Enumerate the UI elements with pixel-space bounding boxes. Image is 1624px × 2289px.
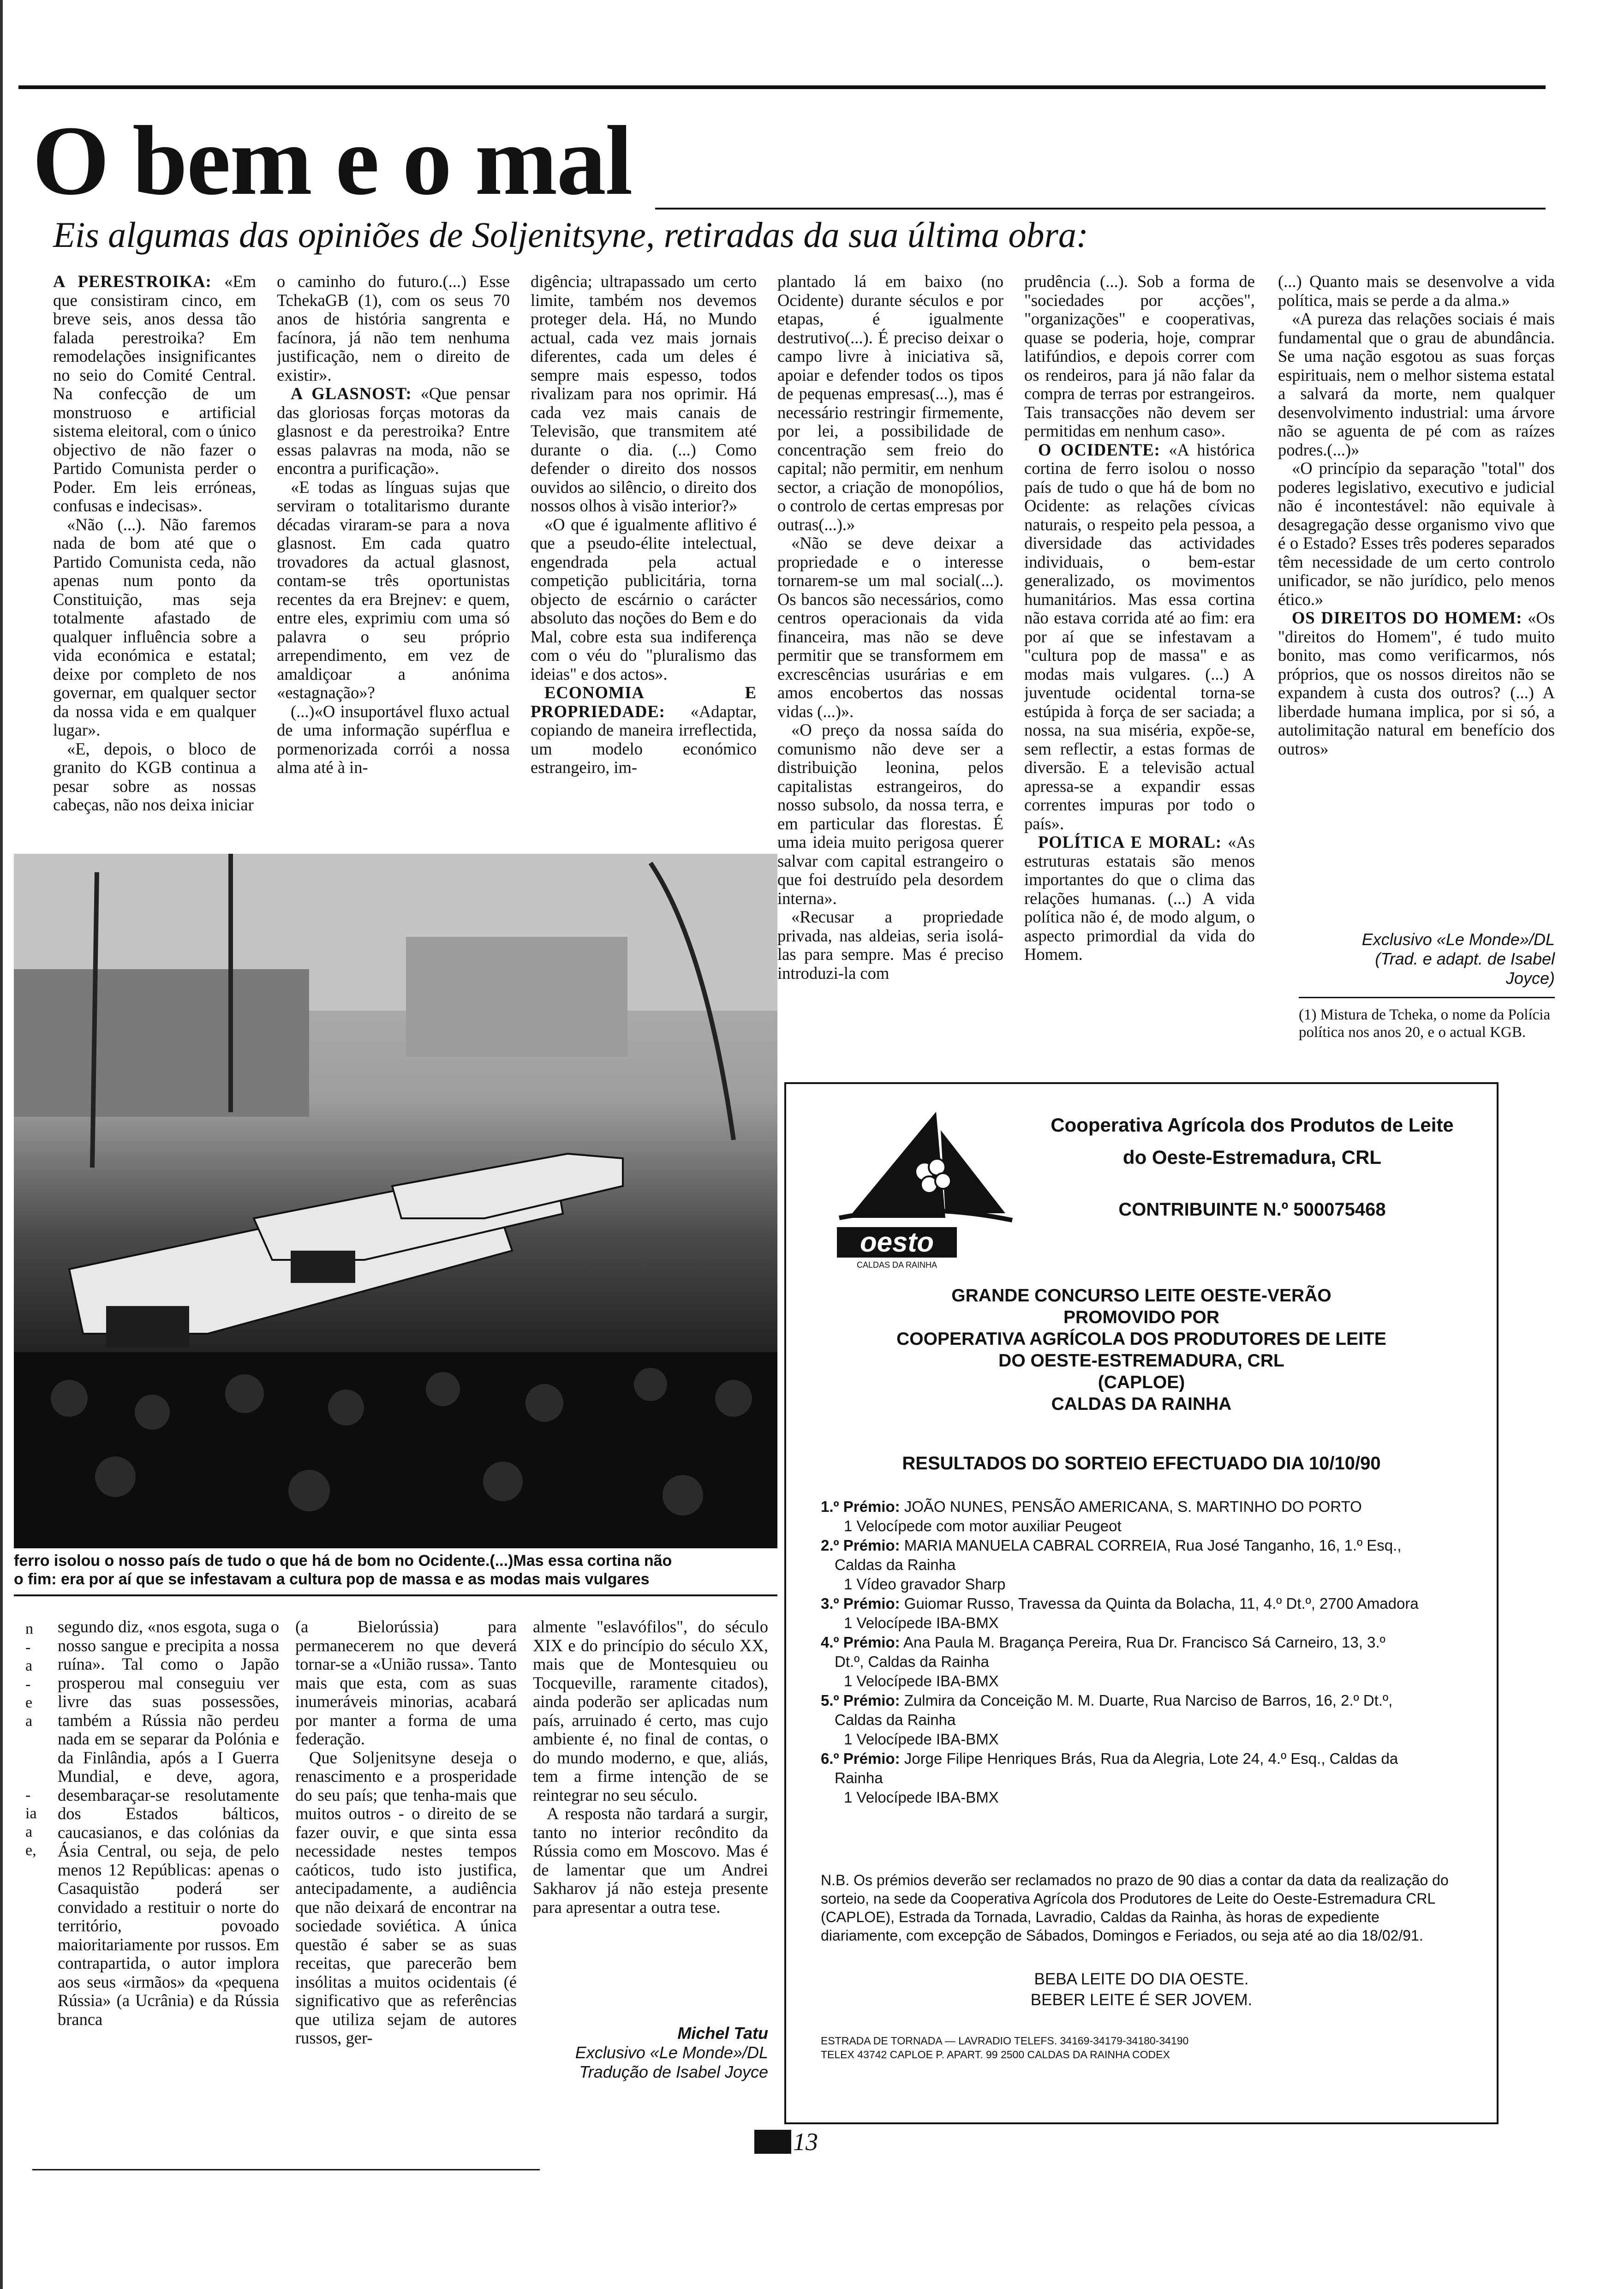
- paragraph: «O preço da nossa saída do comunismo não deve ser a distribuição leonina, pelos capitalistas estrangeiros, do nosso subsolo, da nossa terra, e em particular das florestas. É uma ideia muito perigosa querer salvar com capital estrangeiro o que foi destruído pela desordem interna».: [777, 720, 1003, 908]
- prize-entry: [821, 1633, 1476, 1652]
- lower-column-1: [58, 1618, 279, 2107]
- contest-line: DO OESTE-ESTREMADURA, CRL: [998, 1351, 1284, 1371]
- edge-letter: e: [25, 1694, 33, 1711]
- prize-item: 1 Velocípede IBA-BMX: [844, 1789, 999, 1806]
- left-frame: [0, 0, 3, 2289]
- paragraph: (a Bielorússia) para permanecerem no que deverá tornar-se a «União russa». Tanto mais que esta, com as suas inumeráveis minorias, acabará por manter a forma de uma federação.: [295, 1618, 517, 1748]
- top-rule: [18, 85, 1546, 89]
- prize-winner: JOÃO NUNES, PENSÃO AMERICANA, S. MARTINHO DO PORTO: [904, 1498, 1362, 1515]
- slogan-1: BEBA LEITE DO DIA OESTE.: [1034, 1970, 1249, 1988]
- publication-logo-icon: [754, 2130, 791, 2154]
- prize-winner: Jorge Filipe Henriques Brás, Rua da Alegria, Lote 24, 4.º Esq., Caldas da: [904, 1750, 1398, 1767]
- paragraph: «Adaptar, copiando de maneira irreflectida, um modelo económico estrangeiro, im-: [531, 701, 757, 777]
- paragraph: Que Soljenitsyne deseja o renascimento e a prosperidade do seu país; que tenha-mais que muitos outros - o direito de se fazer ouvir, e que sinta essa necessidade nestes tempos caóticos, tudo isto justifica, antecipadamente, a audiência que não deixará de encontrar na sociedade soviética. A única questão é saber se as suas receitas, que parecerão bem insólitas a muitos ocidentais (é significativo que as referências que utiliza sejam de autores russos, ger-: [295, 1748, 517, 2047]
- article-column-1: [53, 272, 256, 847]
- prize-item: 1 Velocípede com motor auxiliar Peugeot: [844, 1517, 1122, 1534]
- prize-entry: [821, 1749, 1476, 1768]
- lower-column-2: [295, 1618, 517, 2107]
- kicker-glasnost: A GLASNOST:: [291, 384, 412, 403]
- cut-off-column-edge: [25, 1620, 37, 1860]
- org-name-line-2: do Oeste-Estremadura, CRL: [1122, 1146, 1382, 1168]
- credit-line: Tradução de Isabel Joyce: [579, 2062, 768, 2081]
- paragraph: «Que pensar das gloriosas forças motoras da glasnost e da perestroika? Entre essas palavras na moda, não se encontra a purificação».: [277, 384, 510, 478]
- org-name-line-1: Cooperativa Agrícola dos Produtos de Leite: [1051, 1114, 1454, 1136]
- paragraph: «O que é igualmente aflitivo é que a pseudo-élite intelectual, engendrada pela actual competição publicitária, torna objecto de escárnio o carácter absoluto das noções do Bem e do Mal, cobre esta sua indiferença com o véu do "pluralismo das ideias" e dos actos».: [531, 515, 757, 683]
- edge-letter: -: [25, 1639, 31, 1656]
- credit-line: Exclusivo «Le Monde»/DL: [575, 2043, 768, 2062]
- paragraph: «Recusar a propriedade privada, nas aldeias, seria isolá-las para sempre. Mas é preciso introduzi-la com: [777, 907, 1003, 983]
- paragraph: «E todas as línguas sujas que serviram o totalitarismo durante décadas viraram-se para a nova glasnost. Em cada quatro trovadores da actual glasnost, contam-se três oportunistas recentes da era Brejnev: e quem, entre eles, exprimiu com uma só palavra o seu próprio arrependimento, em vez de amaldiçoar a anónima «estagnação»?: [277, 477, 510, 702]
- draw-results-heading: RESULTADOS DO SORTEIO EFECTUADO DIA 10/10/90: [902, 1453, 1381, 1474]
- paragraph: «A pureza das relações sociais é mais fundamental que o grau de abundância. Se uma nação esgotou as suas forças espirituais, nem o melhor sistema estatal a salvará da morte, nem qualquer desenvolvimento industrial: uma árvore não se aguenta de pé com as raízes podres.(...)»: [1278, 309, 1555, 459]
- prize-item: 1 Velocípede IBA-BMX: [844, 1731, 999, 1748]
- prize-winner: MARIA MANUELA CABRAL CORREIA, Rua José Tanganho, 16, 1.º Esq.,: [904, 1537, 1402, 1554]
- lower-column-3: [533, 1618, 768, 2024]
- prize-winner: Zulmira da Conceição M. M. Duarte, Rua Narciso de Barros, 16, 2.º Dt.º,: [904, 1692, 1393, 1709]
- prize-winner-cont: Caldas da Rainha: [835, 1711, 956, 1728]
- credit-line: (Trad. e adapt. de Isabel: [1375, 949, 1555, 968]
- edge-letter: a: [25, 1713, 33, 1730]
- paragraph: (...)«O insuportável fluxo actual de uma informação supérflua e pormenorizada corrói a nossa alma até à in-: [277, 701, 510, 777]
- prize-winner-cont: Rainha: [835, 1769, 883, 1786]
- kicker-politica: POLÍTICA E MORAL:: [1038, 833, 1222, 851]
- prize-entry: [821, 1497, 1476, 1516]
- article-column-2: [277, 272, 510, 847]
- paragraph: digência; ultrapassado um certo limite, também nos devemos proteger dela. Há, no Mundo actual, cada vez mais jornais diferentes, cada um deles é sempre mais espesso, todos rivalizam para nos oprimir. Há cada vez mais canais de Televisão, que transmitem até durante o dia. (...) Como defender o direito dos nossos ouvidos ao silêncio, o direito dos nossos olhos à visão interior?»: [531, 272, 757, 515]
- article-credit: [1278, 930, 1555, 988]
- paragraph: o caminho do futuro.(...) Esse TchekaGB (1), com os seus 70 anos de história sangrenta e facínora, já não tem nenhuma justificação, nem o direito de existir».: [277, 272, 510, 384]
- prize-label: 4.º Prémio:: [821, 1634, 900, 1651]
- paragraph: «A histórica cortina de ferro isolou o nosso país de tudo o que há de bom no Ocidente: as relações cívicas naturais, o respeito pela pessoa, a diversidade das actividades individuais, o bem-estar generalizado, os movimentos humanitários. Mas essa cortina não estava corrida até ao fim: era por aí que se infestavam a "cultura pop de massa" e as modas mais vulgares. (...) A juventude ocidental torna-se estúpida à força de ser saciada; a nossa, na sua miséria, expõe-se, sem reflectir, a estas formas de diversão. E a televisão actual apressa-se a expandir essas correntes impuras por todo o país».: [1024, 440, 1255, 833]
- subheadline: Eis algumas das opiniões de Soljenitsyne, retiradas da sua última obra:: [53, 215, 1088, 255]
- prize-list: [821, 1497, 1476, 1807]
- advertisement-box: [784, 1082, 1499, 2124]
- prize-entry: [821, 1536, 1476, 1555]
- prize-entry: [821, 1691, 1476, 1710]
- prize-entry: [821, 1594, 1476, 1613]
- prize-item: 1 Velocípede IBA-BMX: [844, 1614, 999, 1631]
- paragraph: segundo diz, «nos esgota, suga o nosso sangue e precipita a nossa ruína». Tal como o Japão prosperou mal conseguiu ver livre das suas possessões, também a Rússia não perdeu nada em se separar da Polónia e da Finlândia, após a I Guerra Mundial, e deve, agora, desembaraçar-se resolutamente dos Estados bálticos, caucasianos, e das colónias da Ásia Central, ou seja, de pelo menos 12 Repúblicas: apenas o Casaquistão poderá ser convidado a restituir o norte do território, povoado maioritariamente por russos. Em contrapartida, o autor implora aos seus «irmãos» da «pequena Rússia» (a Ucrânia) e da Rússia branca: [58, 1618, 279, 2029]
- paragraph: «E, depois, o bloco de granito do KGB continua a pesar sobre as nossas cabeças, não nos deixa iniciar: [53, 739, 256, 814]
- prize-label: 6.º Prémio:: [821, 1750, 900, 1767]
- prize-winner-cont: Caldas da Rainha: [835, 1556, 956, 1573]
- lower-article-credit: [533, 2024, 768, 2082]
- article-column-5: [1024, 272, 1255, 1066]
- logo-wordmark: oesto: [837, 1227, 957, 1258]
- claim-notice: N.B. Os prémios deverão ser reclamados no prazo de 90 dias a contar da data da realização do sorteio, na sede da Cooperativa Agrícola dos Produtores de Leite do Oeste-Estremadura CRL (CAPLOE), Estrada da Tornada, Lavradio, Caldas da Rainha, às horas de expediente diariamente, com excepção de Sábados, Domingos e Feriados, ou seja até ao dia 18/02/91.: [821, 1872, 1449, 1944]
- edge-letter: -: [25, 1786, 31, 1804]
- address-line-1: ESTRADA DE TORNADA — LAVRADIO TELEFS. 34169-34179-34180-34190: [821, 2035, 1189, 2047]
- contest-block: [786, 1285, 1497, 1415]
- article-column-3: [531, 272, 757, 847]
- credit-line: Joyce): [1505, 969, 1555, 988]
- prize-item: 1 Velocípede IBA-BMX: [844, 1672, 999, 1690]
- prize-label: 5.º Prémio:: [821, 1692, 900, 1709]
- paragraph: prudência (...). Sob a forma de "sociedades por acções", "organizações" e cooperativas, quase se poderia, hoje, comprar latifúndios, e depois correr com os rendeiros, para já não falar da compra de terras por estrangeiros. Tais transacções não devem ser permitidas em nenhum caso».: [1024, 272, 1255, 440]
- prize-label: 3.º Prémio:: [821, 1595, 900, 1612]
- edge-letter: ia: [25, 1805, 37, 1822]
- contest-line: COOPERATIVA AGRÍCOLA DOS PRODUTORES DE LEITE: [896, 1329, 1386, 1349]
- paragraph: «Os "direitos do Homem", é tudo muito bonito, mas como verificarmos, nós próprios, que os nossos direitos não se expandem à custa dos outros? (...) A liberdade humana implica, por si só, a autolimitação natural em benefício dos outros»: [1278, 608, 1555, 758]
- contest-line: GRANDE CONCURSO LEITE OESTE-VERÃO: [951, 1286, 1331, 1306]
- address-line-2: TELEX 43742 CAPLOE P. APART. 99 2500 CALDAS DA RAINHA CODEX: [821, 2049, 1170, 2061]
- article-column-6: [1278, 272, 1555, 930]
- prize-label: 2.º Prémio:: [821, 1537, 900, 1554]
- edge-letter: n: [25, 1620, 33, 1637]
- paragraph: almente "eslavófilos", do século XIX e do princípio do século XX, mais que de Montesquieu ou Tocqueville, raramente citados), ainda poderão ser aplicadas num país, arruinado é certo, mas cujo ambiente é, no final de contas, o do mundo moderno, e que, aliás, tem a firme intenção de se reintegrar no seu século.: [533, 1618, 768, 1804]
- kicker-direitos: OS DIREITOS DO HOMEM:: [1292, 608, 1522, 627]
- caption-rule: [14, 1594, 777, 1596]
- kicker-ocidente: O OCIDENTE:: [1038, 440, 1160, 459]
- edge-letter: e,: [25, 1842, 36, 1859]
- edge-letter: -: [25, 1676, 31, 1693]
- paragraph: (...) Quanto mais se desenvolve a vida política, mais se perde a da alma.»: [1278, 272, 1555, 310]
- photo-illustration: [14, 854, 777, 1548]
- page-number-text: 13: [793, 2128, 818, 2156]
- kicker-perestroika: A PERESTROIKA:: [53, 272, 212, 291]
- article-column-4: [777, 272, 1003, 1066]
- caption-line: o fim: era por aí que se infestavam a cultura pop de massa e as modas mais vulgares: [14, 1570, 650, 1588]
- credit-line: Exclusivo «Le Monde»/DL: [1361, 930, 1555, 949]
- headline: O bem e o mal: [32, 105, 632, 216]
- news-photo-crowd-vans: [14, 854, 777, 1548]
- prize-winner: Guiomar Russo, Travessa da Quinta da Bolacha, 11, 4.º Dt.º, 2700 Amadora: [904, 1595, 1419, 1612]
- kicker-economia: ECONOMIA E PROPRIEDADE:: [531, 683, 757, 721]
- logo-subtitle: CALDAS DA RAINHA: [856, 1260, 937, 1270]
- author-name: Michel Tatu: [677, 2024, 768, 2043]
- edge-letter: a: [25, 1823, 33, 1840]
- contest-line: CALDAS DA RAINHA: [1051, 1394, 1232, 1414]
- headline-rule: [655, 208, 1546, 210]
- prize-winner-cont: Dt.º, Caldas da Rainha: [835, 1653, 989, 1670]
- paragraph: plantado lá em baixo (no Ocidente) durante séculos e por etapas, é igualmente destrutivo(...). É preciso deixar o campo livre à iniciativa sã, apoiar e defender todos os tipos de pequenas empresas(...), mas é necessário restringir firmemente, por lei, a possibilidade de concentração sem freio do capital; não permitir, em nenhum sector, a criação de monopólios, o controlo de certas empresas por outras(...).»: [777, 272, 1003, 534]
- page-number: [754, 2127, 818, 2156]
- slogan-2: BEBER LEITE É SER JOVEM.: [1030, 1991, 1253, 2009]
- bottom-rule: [32, 2169, 540, 2170]
- prize-winner: Ana Paula M. Bragança Pereira, Rua Dr. Francisco Sá Carneiro, 13, 3.º: [903, 1634, 1385, 1651]
- contest-line: (CAPLOE): [1098, 1372, 1185, 1392]
- paragraph: «Não (...). Não faremos nada de bom até que o Partido Comunista ceda, não apenas num ponto da Constituição, mas seja totalmente afastado de qualquer influência sobre a vida económica e estatal; deixe por completo de nos governar, em qualquer sector da nossa vida e em qualquer lugar».: [53, 515, 256, 739]
- prize-item: 1 Vídeo gravador Sharp: [844, 1576, 1006, 1593]
- footnote: (1) Mistura de Tcheka, o nome da Polícia política nos anos 20, e o actual KGB.: [1299, 1007, 1551, 1041]
- paragraph: «As estruturas estatais são menos importantes do que o clima das relações humanas. (...) A vida política não é, de modo algum, o aspecto primordial da vida do Homem.: [1024, 833, 1255, 964]
- contributor-number: CONTRIBUINTE N.º 500075468: [1118, 1199, 1386, 1220]
- footnote-rule: [1299, 997, 1555, 998]
- paragraph: «O princípio da separação "total" dos poderes legislativo, executivo e judicial não é incontestável: não equivale à desagregação desse organismo vivo que é o Estado? Esses três poderes separados têm necessidade de um certo controlo unificador, se não jurídico, pelo menos ético.»: [1278, 459, 1555, 609]
- edge-letter: a: [25, 1657, 33, 1674]
- caption-line: ferro isolou o nosso país de tudo o que há de bom no Ocidente.(...)Mas essa cortina não: [14, 1552, 672, 1570]
- paragraph: «Não se deve deixar a propriedade e o interesse tornarem-se um mal social(...). Os bancos são necessários, como centros operacionais da vida financeira, mas não se deve permitir que se transformem em excrescências usurárias e em amos encobertos das nossas vidas (...)».: [777, 533, 1003, 721]
- contest-line: PROMOVIDO POR: [1063, 1307, 1220, 1327]
- photo-caption: [14, 1552, 777, 1588]
- prize-label: 1.º Prémio:: [821, 1498, 900, 1515]
- paragraph: A resposta não tardará a surgir, tanto no interior recôndito da Rússia como em Moscovo. Mas é de lamentar que um Andrei Sakharov já não esteja presente para apresentar a outra tese.: [533, 1804, 768, 1917]
- paragraph: «Em que consistiram cinco, em breve seis, anos dessa tão falada perestroika? Em remodelações insignificantes no seio do Comité Central. Na confecção de um monstruoso e artificial sistema eleitoral, com o único objectivo de não fazer o Partido Comunista perder o Poder. Em leis erróneas, confusas e indecisas».: [53, 272, 256, 515]
